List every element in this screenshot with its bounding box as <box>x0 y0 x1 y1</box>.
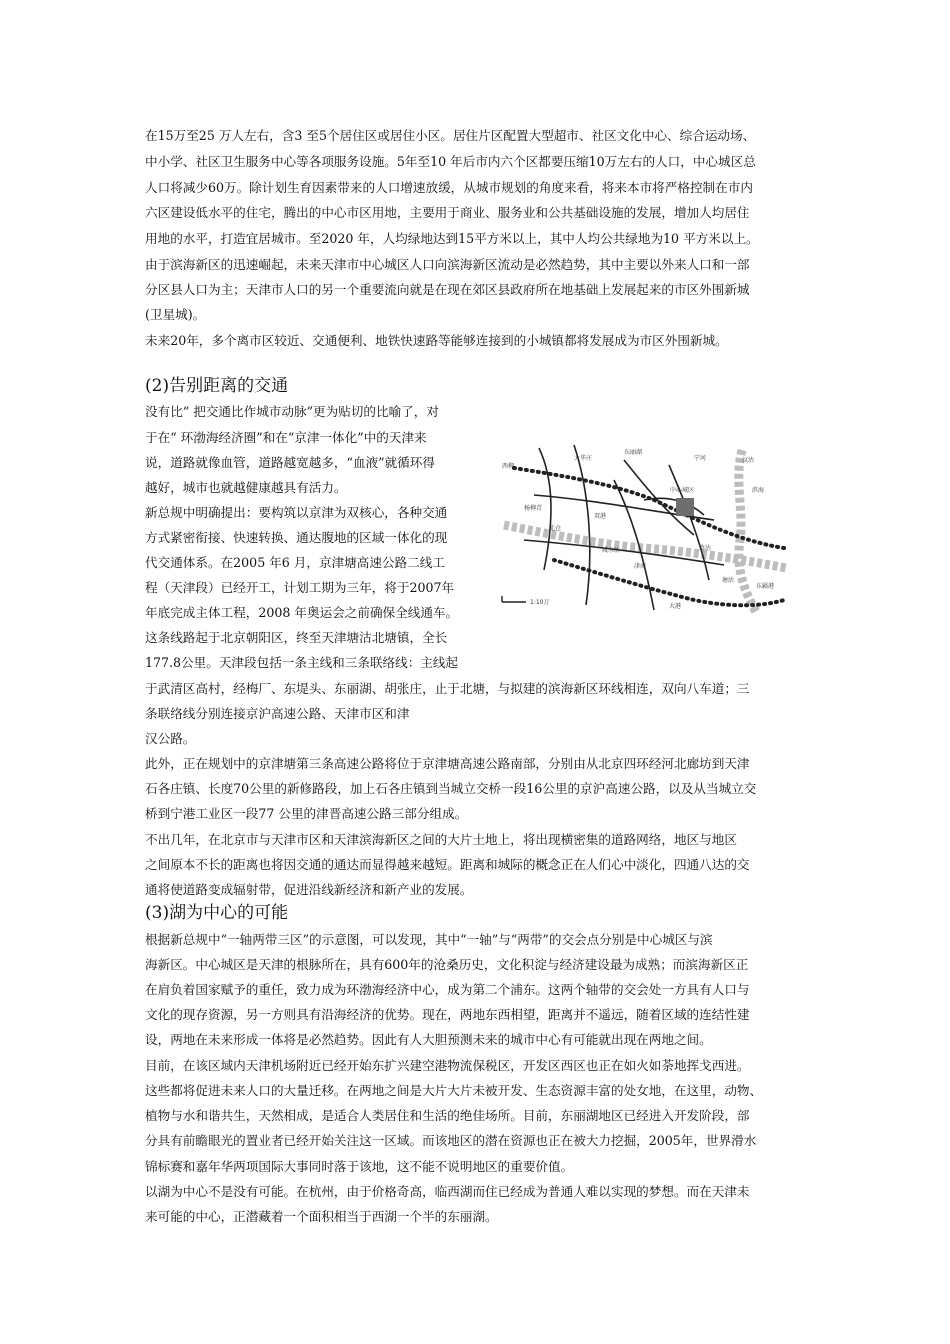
paragraph-line: 根据新总规中“一轴两带三区”的示意图，可以发现，其中“一轴”与“两带”的交会点分别是中心城区与滨 <box>145 932 713 947</box>
paragraph-line: 于在“ 环渤海经济圈”和在“京津一体化”中的天津来 <box>145 430 427 445</box>
paragraph-line: 程（天津段）已经开工，计划工期为三年，将于2007年 <box>145 580 455 595</box>
paragraph-line: 条联络线分别连接京沪高速公路、天津市区和津 <box>145 706 410 721</box>
paragraph-line: 通将使道路变成辐射带，促进沿线新经济和新产业的发展。 <box>145 882 473 897</box>
map-label: 大毕庄 <box>574 455 593 462</box>
paragraph-line: 方式紧密衔接、快速转换、通达腹地的区域一体化的现 <box>145 530 448 545</box>
map-label: 汉沽 <box>742 457 755 464</box>
map-label: 杨柳青 <box>524 505 543 512</box>
paragraph-line: 六区建设低水平的住宅，腾出的中心市区用地，主要用于商业、服务业和公共基础设施的发展，增加人均居住 <box>145 205 750 220</box>
paragraph-line: 越好，城市也就越健康越具有活力。 <box>145 480 347 495</box>
paragraph-line: 不出几年，在北京市与天津市区和天津滨海新区之间的大片土地上，将出现横密集的道路网络，地区与地区 <box>145 832 737 847</box>
map-label: 咸水沽 <box>602 547 621 554</box>
paragraph-line: 于武清区高村，经梅厂、东堤头、东丽湖、胡张庄，止于北塘，与拟建的滨海新区环线相连，双向八车道；三 <box>145 681 750 696</box>
paragraph-line: 人口将减少60万。除计划生育因素带来的人口增速放缓，从城市规划的角度来看，将来本市将严格控制在市内 <box>145 180 753 195</box>
map-label: 津南 <box>634 563 647 570</box>
paragraph-line: (卫星城)。 <box>145 307 206 322</box>
paragraph-line: 汉公路。 <box>145 731 196 746</box>
paragraph-line: 代交通体系。在2005 年6 月，京津塘高速公路二线工 <box>145 555 445 570</box>
paragraph-line: 分具有前瞻眼光的置业者已经开始关注这一区域。而该地区的潜在资源也正在被大力挖掘，2005年，世界滑水 <box>145 1133 757 1148</box>
paragraph-line: 石各庄镇、长度70公里的新修路段，加上石各庄镇到当城立交桥一段16公里的京沪高速公路，以及从当城立交 <box>145 781 757 796</box>
section-heading-lake: (3)湖为中心的可能 <box>145 903 289 923</box>
section-heading-traffic: (2)告别距离的交通 <box>145 376 289 396</box>
paragraph-line: 分区县人口为主；天津市人口的另一个重要流向就是在现在郊区县政府所在地基础上发展起来的市区外围新城 <box>145 282 750 297</box>
paragraph-line: 这些都将促进未来人口的大量迁移。在两地之间是大片大片未被开发、生态资源丰富的处女地，在这里，动物、 <box>145 1083 763 1098</box>
paragraph-line: 以湖为中心不是没有可能。在杭州，由于价格奇高，临西湖而住已经成为普通人难以实现的梦想。而在天津未 <box>145 1184 750 1199</box>
paragraph-line: 之间原本不长的距离也将因交通的通达而显得越来越短。距离和城际的概念正在人们心中淡化，四通八达的交 <box>145 857 750 872</box>
map-label: 宁河 <box>694 455 707 462</box>
traffic-map <box>494 440 792 614</box>
paragraph-line: 植物与水和谐共生，天然相成，是适合人类居住和生活的绝佳场所。目前，东丽湖地区已经进入开发阶段，部 <box>145 1108 750 1123</box>
paragraph-line: 在肩负着国家赋予的重任，致力成为环渤海经济中心，成为第二个浦东。这两个轴带的交会处一方具有人口与 <box>145 982 750 997</box>
map-label: 葛沽 <box>699 545 712 552</box>
map-label: 东疆港 <box>756 583 775 590</box>
paragraph-line: 没有比“ 把交通比作城市动脉”更为贴切的比喻了，对 <box>145 404 439 419</box>
paragraph-line: 此外，正在规划中的京津塘第三条高速公路将位于京津塘高速公路南部，分别由从北京四环经河北廊坊到天津 <box>145 756 750 771</box>
paragraph-line: 由于滨海新区的迅速崛起，未来天津市中心城区人口向滨海新区流动是必然趋势，其中主要以外来人口和一部 <box>145 257 750 272</box>
road <box>574 445 593 605</box>
scale-text: 1:10万 <box>530 599 550 606</box>
map-label: 中心城区 <box>670 487 695 494</box>
map-label: 西柳 <box>502 463 515 470</box>
coastal-belt <box>739 450 756 612</box>
paragraph-line: 这条线路起于北京朝阳区，终至天津塘沽北塘镇，全长 <box>145 630 448 645</box>
map-label: 北仓 <box>549 525 562 532</box>
paragraph-line: 锦标赛和嘉年华两项国际大事同时落于该地，这不能不说明地区的重要价值。 <box>145 1159 574 1174</box>
central-city-block <box>676 498 694 516</box>
map-label: 双港 <box>594 513 607 520</box>
paragraph-line: 说，道路就像血管，道路越宽越多，“血液”就循环得 <box>145 455 435 470</box>
paragraph-line: 新总规中明确提出：要构筑以京津为双核心，各种交通 <box>145 505 448 520</box>
map-label: 大港 <box>669 603 682 610</box>
map-label: 塘沽 <box>722 577 735 584</box>
paragraph-line: 未来20年，多个离市区较近、交通便利、地铁快速路等能够连接到的小城镇都将发展成为市区外围新城。 <box>145 333 728 348</box>
paragraph-line: 文化的现存资源，另一方则具有沿海经济的优势。现在，两地东西相望，距离并不遥远，随着区域的连结性建 <box>145 1007 750 1022</box>
paragraph-line: 海新区。中心城区是天津的根脉所在，具有600年的沧桑历史，文化积淀与经济建设最为成熟；而滨海新区正 <box>145 957 749 972</box>
road <box>624 460 694 535</box>
paragraph-line: 年底完成主体工程，2008 年奥运会之前确保全线通车。 <box>145 605 459 620</box>
paragraph-line: 用地的水平，打造宜居城市。至2020 年，人均绿地达到15平方米以上，其中人均公共绿地为10 平方米以上。 <box>145 231 759 246</box>
paragraph-line: 设，两地在未来形成一体将是必然趋势。因此有人大胆预测未来的城市中心有可能就出现在两地之间。 <box>145 1032 712 1047</box>
paragraph-line: 来可能的中心，正潜藏着一个面积相当于西湖一个半的东丽湖。 <box>145 1209 498 1224</box>
map-label: 滨海 <box>752 487 765 494</box>
map-label: 东丽湖 <box>624 449 643 456</box>
paragraph-line: 177.8公里。天津段包括一条主线和三条联络线：主线起 <box>145 655 459 670</box>
paragraph-line: 中小学、社区卫生服务中心等各项服务设施。5年至10 年后市内六个区都要压缩10万左右的人口，中心城区总 <box>145 154 756 169</box>
paragraph-line: 目前，在该区域内天津机场附近已经开始东扩兴建空港物流保税区，开发区西区也正在如火如荼地挥戈西进。 <box>145 1058 750 1073</box>
paragraph-line: 桥到宁港工业区一段77 公里的津晋高速公路三部分组成。 <box>145 806 468 821</box>
paragraph-line: 在15万至25 万人左右，含3 至5个居住区或居住小区。居住片区配置大型超市、社区文化中心、综合运动场、 <box>145 128 756 143</box>
